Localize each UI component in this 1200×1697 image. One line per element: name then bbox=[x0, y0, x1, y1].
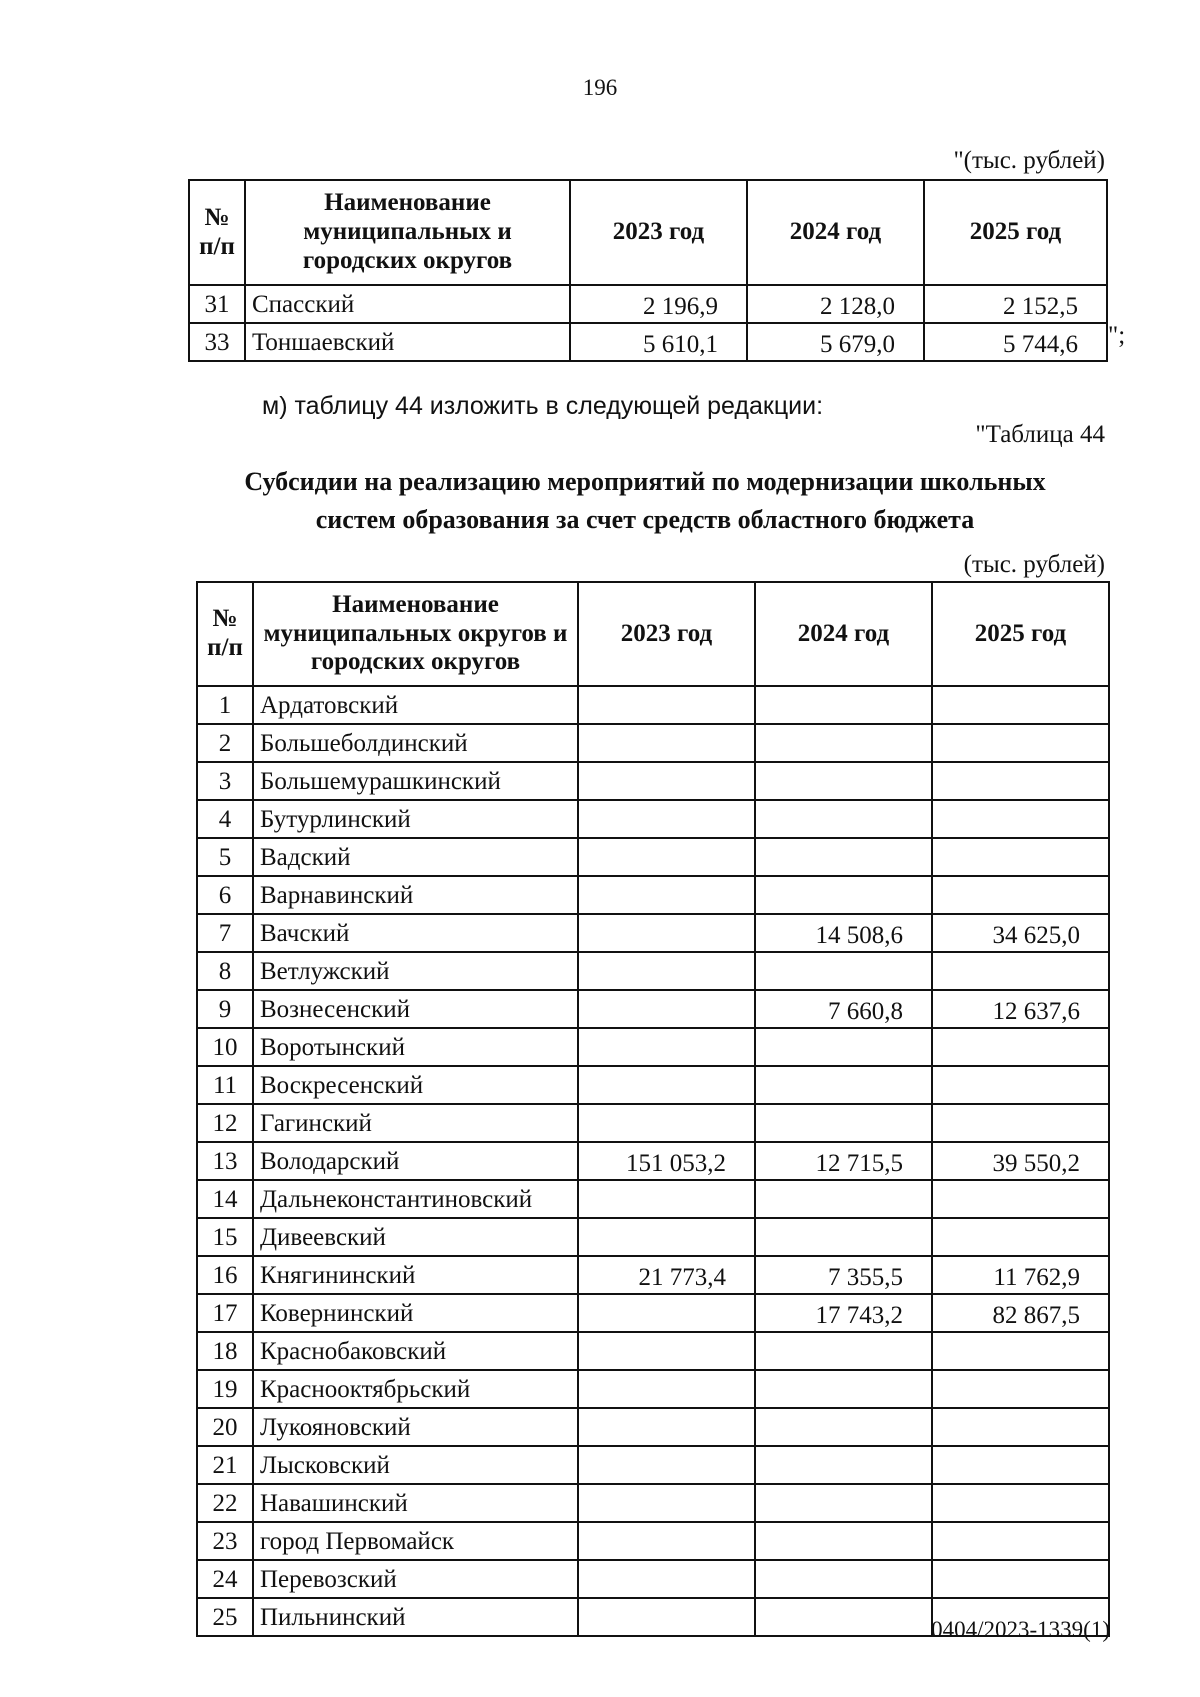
page-number: 196 bbox=[582, 75, 618, 100]
header-2025: 2025 год bbox=[932, 582, 1109, 686]
table-row bbox=[189, 323, 1107, 361]
cell-name: Спасский bbox=[245, 285, 570, 323]
cell-y2024 bbox=[755, 1066, 932, 1104]
cell-name: Воротынский bbox=[253, 1028, 578, 1066]
table-second bbox=[196, 581, 1110, 1637]
cell-num: 11 bbox=[197, 1066, 253, 1104]
table-row bbox=[197, 1522, 1109, 1560]
cell-y2025 bbox=[932, 1446, 1109, 1484]
cell-num: 2 bbox=[197, 724, 253, 762]
cell-y2025: 34 625,0 bbox=[932, 914, 1109, 952]
header-2023: 2023 год bbox=[570, 180, 747, 285]
header-2023: 2023 год bbox=[578, 582, 755, 686]
cell-name: Большеболдинский bbox=[253, 724, 578, 762]
table-row bbox=[197, 952, 1109, 990]
cell-y2023 bbox=[578, 952, 755, 990]
cell-y2025 bbox=[932, 762, 1109, 800]
cell-y2024 bbox=[755, 1408, 932, 1446]
cell-y2025 bbox=[932, 952, 1109, 990]
cell-name: Краснооктябрьский bbox=[253, 1370, 578, 1408]
table-row bbox=[197, 1370, 1109, 1408]
cell-num: 10 bbox=[197, 1028, 253, 1066]
cell-y2023 bbox=[578, 1598, 755, 1636]
cell-y2025: 5 744,6 bbox=[924, 323, 1107, 361]
table-row bbox=[197, 838, 1109, 876]
document-code: 0404/2023-1339(1) bbox=[931, 1617, 1110, 1642]
cell-y2025 bbox=[932, 876, 1109, 914]
cell-y2023 bbox=[578, 1104, 755, 1142]
cell-y2024 bbox=[755, 1028, 932, 1066]
cell-y2025 bbox=[932, 686, 1109, 724]
cell-y2023 bbox=[578, 1560, 755, 1598]
cell-y2025 bbox=[932, 1218, 1109, 1256]
cell-name: Дивеевский bbox=[253, 1218, 578, 1256]
table-row bbox=[197, 762, 1109, 800]
cell-y2024 bbox=[755, 724, 932, 762]
cell-y2024: 7 660,8 bbox=[755, 990, 932, 1028]
cell-y2023: 2 196,9 bbox=[570, 285, 747, 323]
cell-y2023 bbox=[578, 724, 755, 762]
cell-y2023 bbox=[578, 800, 755, 838]
cell-num: 1 bbox=[197, 686, 253, 724]
cell-name: Володарский bbox=[253, 1142, 578, 1180]
cell-name: Вадский bbox=[253, 838, 578, 876]
header-2024: 2024 год bbox=[747, 180, 924, 285]
table-label: "Таблица 44 bbox=[975, 421, 1105, 448]
cell-y2025: 39 550,2 bbox=[932, 1142, 1109, 1180]
cell-y2024 bbox=[755, 1332, 932, 1370]
units-label-second: (тыс. рублей) bbox=[963, 551, 1105, 578]
cell-y2024 bbox=[755, 1598, 932, 1636]
cell-name: Дальнеконстантиновский bbox=[253, 1180, 578, 1218]
cell-y2024 bbox=[755, 1484, 932, 1522]
table-row bbox=[197, 1218, 1109, 1256]
cell-y2025 bbox=[932, 1104, 1109, 1142]
cell-y2025 bbox=[932, 1066, 1109, 1104]
header-name: Наименование муниципальных и городских округов bbox=[245, 180, 570, 285]
table-second-body bbox=[197, 686, 1109, 1636]
cell-y2025 bbox=[932, 724, 1109, 762]
cell-name: Большемурашкинский bbox=[253, 762, 578, 800]
table-row bbox=[197, 686, 1109, 724]
cell-num: 19 bbox=[197, 1370, 253, 1408]
cell-y2023 bbox=[578, 1180, 755, 1218]
cell-num: 33 bbox=[189, 323, 245, 361]
cell-y2024 bbox=[755, 800, 932, 838]
cell-y2024 bbox=[755, 1560, 932, 1598]
cell-num: 24 bbox=[197, 1560, 253, 1598]
cell-y2023 bbox=[578, 686, 755, 724]
cell-name: Бутурлинский bbox=[253, 800, 578, 838]
table-title bbox=[0, 463, 1200, 539]
table-row bbox=[197, 800, 1109, 838]
cell-name: Навашинский bbox=[253, 1484, 578, 1522]
cell-y2025 bbox=[932, 1028, 1109, 1066]
cell-y2023 bbox=[578, 1408, 755, 1446]
cell-num: 22 bbox=[197, 1484, 253, 1522]
cell-y2023 bbox=[578, 1522, 755, 1560]
cell-num: 8 bbox=[197, 952, 253, 990]
cell-y2025: 2 152,5 bbox=[924, 285, 1107, 323]
cell-y2025 bbox=[932, 1522, 1109, 1560]
cell-y2023: 5 610,1 bbox=[570, 323, 747, 361]
cell-name: Перевозский bbox=[253, 1560, 578, 1598]
cell-name: Воскресенский bbox=[253, 1066, 578, 1104]
table-title-line1: Субсидии на реализацию мероприятий по модернизации школьных bbox=[244, 467, 1046, 496]
cell-num: 31 bbox=[189, 285, 245, 323]
table-first bbox=[188, 179, 1108, 362]
cell-num: 6 bbox=[197, 876, 253, 914]
cell-y2023 bbox=[578, 1446, 755, 1484]
header-num: № п/п bbox=[197, 582, 253, 686]
cell-num: 16 bbox=[197, 1256, 253, 1294]
cell-y2025 bbox=[932, 1180, 1109, 1218]
cell-y2024 bbox=[755, 838, 932, 876]
cell-name: Вознесенский bbox=[253, 990, 578, 1028]
cell-num: 25 bbox=[197, 1598, 253, 1636]
cell-y2024: 12 715,5 bbox=[755, 1142, 932, 1180]
cell-num: 5 bbox=[197, 838, 253, 876]
cell-y2024: 17 743,2 bbox=[755, 1294, 932, 1332]
cell-name: Княгининский bbox=[253, 1256, 578, 1294]
table-first-body bbox=[189, 285, 1107, 361]
cell-y2023 bbox=[578, 1370, 755, 1408]
cell-y2023 bbox=[578, 1066, 755, 1104]
cell-y2024: 2 128,0 bbox=[747, 285, 924, 323]
cell-y2024 bbox=[755, 1104, 932, 1142]
cell-y2025 bbox=[932, 1408, 1109, 1446]
table-row bbox=[197, 1332, 1109, 1370]
table-row bbox=[197, 1294, 1109, 1332]
header-2025: 2025 год bbox=[924, 180, 1107, 285]
cell-name: Пильнинский bbox=[253, 1598, 578, 1636]
cell-y2024 bbox=[755, 1446, 932, 1484]
cell-y2025: 11 762,9 bbox=[932, 1256, 1109, 1294]
table-row bbox=[197, 1180, 1109, 1218]
cell-y2025: 12 637,6 bbox=[932, 990, 1109, 1028]
cell-y2024 bbox=[755, 952, 932, 990]
table-row bbox=[197, 990, 1109, 1028]
table-row bbox=[197, 1446, 1109, 1484]
cell-y2024 bbox=[755, 1218, 932, 1256]
cell-num: 17 bbox=[197, 1294, 253, 1332]
cell-y2023 bbox=[578, 876, 755, 914]
table-closing-quote: "; bbox=[1108, 322, 1126, 349]
cell-y2024 bbox=[755, 1522, 932, 1560]
header-name: Наименование муниципальных округов и городских округов bbox=[253, 582, 578, 686]
table-title-line2: систем образования за счет средств областного бюджета bbox=[315, 505, 975, 534]
cell-name: Ковернинский bbox=[253, 1294, 578, 1332]
table-row bbox=[197, 1560, 1109, 1598]
table-row bbox=[197, 1142, 1109, 1180]
header-num: № п/п bbox=[189, 180, 245, 285]
cell-name: город Первомайск bbox=[253, 1522, 578, 1560]
cell-y2025: 82 867,5 bbox=[932, 1294, 1109, 1332]
header-2024: 2024 год bbox=[755, 582, 932, 686]
cell-y2023 bbox=[578, 1332, 755, 1370]
cell-num: 20 bbox=[197, 1408, 253, 1446]
cell-num: 12 bbox=[197, 1104, 253, 1142]
cell-y2025 bbox=[932, 838, 1109, 876]
cell-y2025 bbox=[932, 1560, 1109, 1598]
cell-y2023 bbox=[578, 1218, 755, 1256]
cell-num: 23 bbox=[197, 1522, 253, 1560]
cell-y2025 bbox=[932, 1370, 1109, 1408]
units-label-first: "(тыс. рублей) bbox=[953, 147, 1105, 174]
cell-name: Краснобаковский bbox=[253, 1332, 578, 1370]
cell-y2024 bbox=[755, 876, 932, 914]
cell-y2024 bbox=[755, 686, 932, 724]
cell-num: 7 bbox=[197, 914, 253, 952]
cell-y2025 bbox=[932, 1332, 1109, 1370]
cell-y2023 bbox=[578, 1294, 755, 1332]
cell-y2024 bbox=[755, 762, 932, 800]
cell-y2023: 21 773,4 bbox=[578, 1256, 755, 1294]
cell-name: Гагинский bbox=[253, 1104, 578, 1142]
cell-num: 13 bbox=[197, 1142, 253, 1180]
table-row bbox=[197, 1028, 1109, 1066]
cell-num: 3 bbox=[197, 762, 253, 800]
table-row bbox=[197, 1408, 1109, 1446]
cell-y2024: 7 355,5 bbox=[755, 1256, 932, 1294]
cell-num: 14 bbox=[197, 1180, 253, 1218]
cell-y2023 bbox=[578, 1484, 755, 1522]
cell-y2025 bbox=[932, 800, 1109, 838]
cell-name: Вачский bbox=[253, 914, 578, 952]
table-row bbox=[189, 285, 1107, 323]
table-row bbox=[197, 1066, 1109, 1104]
cell-num: 15 bbox=[197, 1218, 253, 1256]
cell-y2023 bbox=[578, 762, 755, 800]
cell-y2023 bbox=[578, 990, 755, 1028]
cell-y2023: 151 053,2 bbox=[578, 1142, 755, 1180]
cell-y2024: 5 679,0 bbox=[747, 323, 924, 361]
table-row bbox=[197, 1484, 1109, 1522]
cell-name: Тоншаевский bbox=[245, 323, 570, 361]
cell-y2025 bbox=[932, 1484, 1109, 1522]
cell-num: 4 bbox=[197, 800, 253, 838]
table-row bbox=[197, 914, 1109, 952]
cell-y2023 bbox=[578, 914, 755, 952]
cell-num: 18 bbox=[197, 1332, 253, 1370]
cell-y2023 bbox=[578, 838, 755, 876]
instruction-text: м) таблицу 44 изложить в следующей редакции: bbox=[262, 392, 824, 420]
table-row bbox=[197, 1104, 1109, 1142]
cell-num: 21 bbox=[197, 1446, 253, 1484]
cell-name: Лысковский bbox=[253, 1446, 578, 1484]
cell-name: Лукояновский bbox=[253, 1408, 578, 1446]
table-row bbox=[197, 724, 1109, 762]
table-row bbox=[197, 1256, 1109, 1294]
cell-num: 9 bbox=[197, 990, 253, 1028]
cell-y2024 bbox=[755, 1180, 932, 1218]
cell-y2023 bbox=[578, 1028, 755, 1066]
table-row bbox=[197, 876, 1109, 914]
cell-name: Ардатовский bbox=[253, 686, 578, 724]
cell-y2024 bbox=[755, 1370, 932, 1408]
cell-y2024: 14 508,6 bbox=[755, 914, 932, 952]
cell-name: Ветлужский bbox=[253, 952, 578, 990]
cell-name: Варнавинский bbox=[253, 876, 578, 914]
